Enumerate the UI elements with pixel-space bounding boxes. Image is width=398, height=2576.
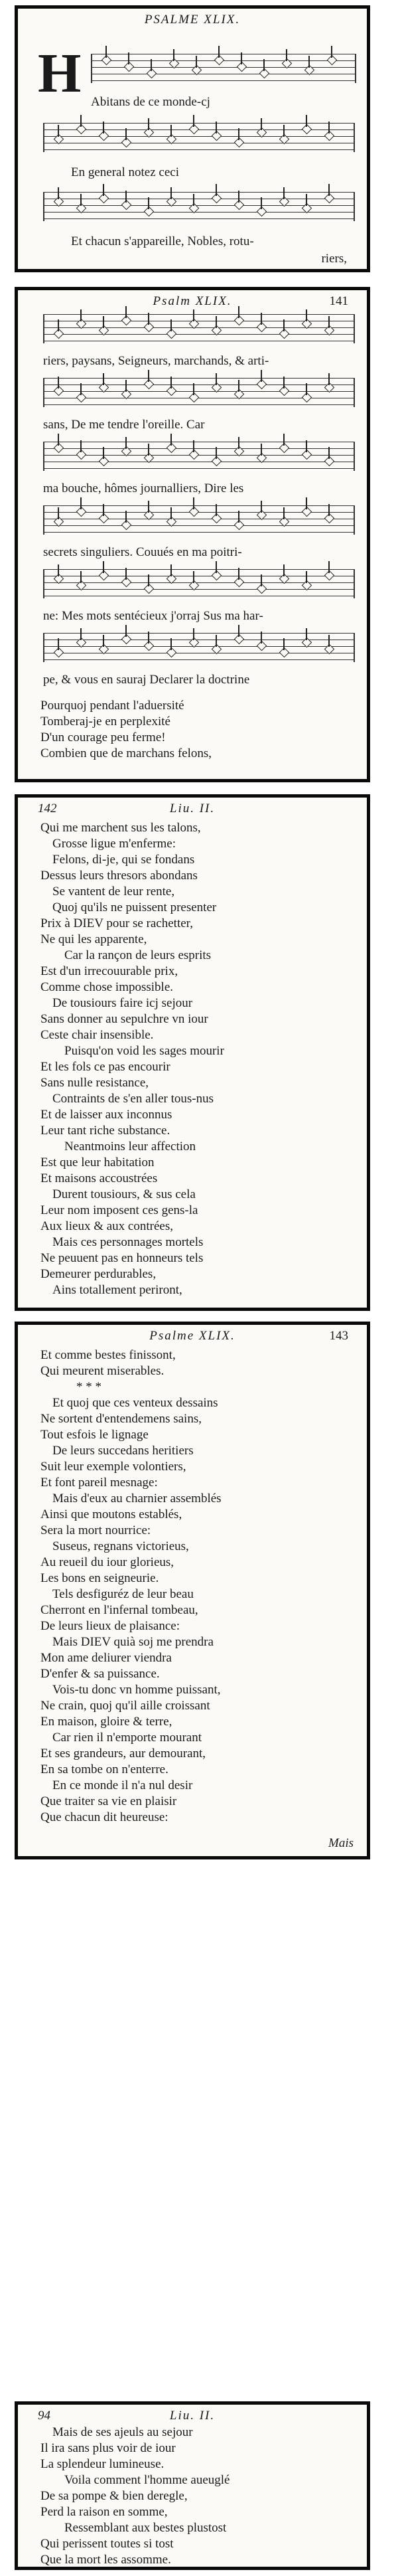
verse-line: Tels desfiguréz de leur beau — [52, 1587, 194, 1601]
music-note — [99, 513, 109, 524]
verse-line: Suit leur exemple volontiers, — [40, 1460, 186, 1474]
music-note — [257, 322, 267, 333]
music-note — [237, 62, 247, 72]
music-note — [124, 62, 135, 72]
music-note — [324, 193, 335, 204]
music-note — [259, 68, 270, 79]
verse-line: En maison, gloire & terre, — [40, 1715, 172, 1729]
music-note — [121, 200, 132, 211]
music-note — [54, 329, 64, 339]
verse-line: Ains totallement periront, — [52, 1283, 182, 1297]
music-note — [257, 207, 267, 217]
music-note — [144, 584, 155, 594]
music-note — [144, 207, 155, 217]
lyric-line: pe, & vous en sauraj Declarer la doctrine — [43, 673, 250, 687]
verse-line: Est d'un irrecouurable prix, — [40, 964, 178, 978]
music-note — [234, 520, 245, 531]
verse-line: Et ses grandeurs, aur demourant, — [40, 1747, 206, 1760]
music-staff — [43, 123, 355, 152]
lyric-line: riers, paysans, Seigneurs, marchands, & arti- — [43, 354, 269, 368]
verse-line: Et maisons accoustrées — [40, 1171, 158, 1185]
music-note — [147, 68, 157, 79]
verse-line: Pourquoj pendant l'aduersité — [40, 699, 184, 713]
music-note — [302, 450, 312, 460]
lyric-line: riers, — [321, 252, 347, 266]
music-note — [189, 124, 200, 135]
music-note — [189, 450, 200, 460]
music-note — [212, 131, 222, 141]
verse-block — [40, 820, 354, 1298]
music-note — [234, 315, 245, 326]
page-1 — [15, 5, 370, 272]
music-note — [166, 443, 177, 454]
verse-block — [40, 1347, 354, 1826]
music-note — [302, 392, 312, 403]
verse-line: Aux lieux & aux contrées, — [40, 1219, 173, 1233]
verse-line: Mais d'eux au charnier assemblés — [52, 1492, 222, 1505]
verse-line: Demeurer perdurables, — [40, 1267, 157, 1281]
music-note — [324, 456, 335, 467]
music-note — [144, 322, 155, 333]
verse-line: En ce monde il n'a nul desir — [52, 1778, 193, 1792]
verse-line: Et comme bestes finissont, — [40, 1348, 176, 1362]
verse-line: Est que leur habitation — [40, 1156, 155, 1169]
verse-line: Se vantent de leur rente, — [52, 885, 175, 899]
music-note — [99, 131, 109, 141]
music-note — [302, 507, 312, 517]
verse-line: Et de laisser aux inconnus — [40, 1108, 172, 1122]
verse-line: D'enfer & sa puissance. — [40, 1667, 160, 1681]
music-note — [212, 456, 222, 467]
verse-line: Ne qui les apparente, — [40, 932, 147, 946]
lyric-line: En general notez ceci — [71, 165, 179, 179]
page-header: Psalme XLIX. — [149, 1329, 235, 1343]
music-note — [212, 570, 222, 581]
lyric-line: Abitans de ce monde-cj — [91, 95, 210, 109]
verse-line: Dessus leurs thresors abondans — [40, 869, 198, 883]
music-note — [324, 513, 335, 524]
music-note — [257, 641, 267, 651]
verse-line: Felons, di-je, qui se fondans — [52, 853, 195, 867]
music-staff — [43, 442, 355, 471]
verse-line: Quoj qu'ils ne puissent presenter — [52, 901, 217, 914]
music-note — [121, 577, 132, 588]
music-note — [121, 137, 132, 148]
verse-line: Il ira sans plus voir de iour — [40, 2441, 176, 2455]
music-note — [121, 634, 132, 645]
verse-line: Les bons en seigneurie. — [40, 1571, 159, 1585]
music-staff — [43, 505, 355, 535]
verse-line: Combien que de marchans felons, — [40, 746, 212, 760]
music-note — [234, 577, 245, 588]
verse-line: Qui perissent toutes si tost — [40, 2537, 174, 2551]
verse-line: Contraints de s'en aller tous-nus — [52, 1092, 214, 1106]
music-note — [121, 520, 132, 531]
verse-line: La splendeur lumineuse. — [40, 2457, 165, 2471]
verse-line: Au reueil du iour glorieus, — [40, 1555, 174, 1569]
music-staff — [43, 192, 355, 221]
verse-line: Car rien il n'emporte mourant — [52, 1731, 202, 1745]
verse-line: Leur nom imposent ces gens-la — [40, 1203, 198, 1217]
verse-separator: * * * — [76, 1380, 101, 1394]
page-2 — [15, 287, 370, 782]
music-note — [189, 392, 200, 403]
music-note — [54, 443, 64, 454]
music-note — [76, 507, 87, 517]
page-number: 94 — [38, 2409, 50, 2423]
music-note — [144, 379, 155, 390]
verse-line: Ressemblant aux bestes plustost — [64, 2521, 227, 2535]
music-note — [99, 193, 109, 204]
music-staff — [43, 378, 355, 407]
music-note — [279, 647, 290, 658]
verse-line: De sa pompe & bien deregle, — [40, 2489, 188, 2503]
verse-line: Prix à DIEV pour se rachetter, — [40, 916, 193, 930]
music-note — [166, 386, 177, 396]
music-note — [99, 570, 109, 581]
verse-line: Perd la raison en somme, — [40, 2505, 168, 2519]
page-header: PSALME XLIX. — [144, 13, 241, 27]
music-note — [166, 647, 177, 658]
verse-line: Mon ame deliurer viendra — [40, 1651, 172, 1665]
page-5 — [15, 2401, 370, 2570]
verse-line: Cherront en l'infernal tombeau, — [40, 1603, 198, 1617]
verse-line: Que la mort les assomme. — [40, 2553, 171, 2567]
music-note — [189, 507, 200, 517]
verse-line: Qui me marchent sus les talons, — [40, 821, 201, 835]
music-staff — [43, 633, 355, 662]
music-note — [76, 392, 87, 403]
music-note — [76, 124, 87, 135]
verse-block — [40, 698, 354, 762]
verse-line: De tousiours faire icj sejour — [52, 996, 193, 1010]
verse-line: Tout esfois le lignage — [40, 1428, 149, 1442]
music-note — [327, 55, 338, 66]
verse-line: Sans donner au sepulchre vn iour — [40, 1012, 208, 1026]
music-note — [234, 634, 245, 645]
page-header: Psalm XLIX. — [153, 294, 232, 308]
verse-line: Ne peuuent pas en honneurs tels — [40, 1251, 204, 1265]
lyric-line: ma bouche, hômes journalliers, Dire les — [43, 481, 244, 495]
verse-line: Vois-tu donc vn homme puissant, — [52, 1683, 221, 1697]
music-note — [234, 200, 245, 211]
verse-line: Durent tousiours, & sus cela — [52, 1187, 196, 1201]
verse-block — [40, 2425, 354, 2568]
music-note — [214, 55, 225, 66]
music-note — [324, 131, 335, 141]
verse-line: Ne crain, quoj qu'il aille croissant — [40, 1699, 210, 1713]
verse-line: Tomberaj-je en perplexité — [40, 715, 170, 729]
verse-line: Ainsi que moutons establés, — [40, 1507, 182, 1521]
music-note — [54, 386, 64, 396]
verse-line: Sera la mort nourrice: — [40, 1523, 151, 1537]
page-number: 143 — [329, 1329, 348, 1343]
verse-line: Que traiter sa vie en plaisir — [40, 1794, 177, 1808]
verse-line: De leurs lieux de plaisance: — [40, 1619, 180, 1633]
music-staff — [43, 569, 355, 598]
lyric-line: Et chacun s'appareille, Nobles, rotu- — [71, 234, 254, 248]
catchword: Mais — [328, 1836, 354, 1850]
verse-line: Et quoj que ces venteux dessains — [52, 1396, 218, 1410]
music-note — [144, 641, 155, 651]
music-note — [212, 193, 222, 204]
lyric-line: sans, De me tendre l'oreille. Car — [43, 418, 205, 432]
verse-line: Et les fols ce pas encourir — [40, 1060, 170, 1074]
verse-line: De leurs succedans heritiers — [52, 1444, 194, 1458]
verse-line: En sa tombe on n'enterre. — [40, 1762, 168, 1776]
verse-line: Puisqu'on void les sages mourir — [64, 1044, 224, 1058]
verse-line: Sans nulle resistance, — [40, 1076, 149, 1090]
music-note — [257, 379, 267, 390]
verse-line: Comme chose impossible. — [40, 980, 174, 994]
page-header: Liu. II. — [169, 2409, 216, 2423]
verse-line: Ne sortent d'entendemens sains, — [40, 1412, 202, 1426]
music-note — [76, 450, 87, 460]
music-note — [99, 456, 109, 467]
music-note — [54, 647, 64, 658]
page-header: Liu. II. — [169, 802, 216, 816]
music-note — [234, 137, 245, 148]
verse-line: Suseus, regnans victorieus, — [52, 1539, 189, 1553]
verse-line: Grosse ligue m'enferme: — [52, 837, 176, 851]
music-note — [279, 443, 290, 454]
verse-line: Leur tant riche substance. — [40, 1124, 170, 1138]
verse-line: Qui meurent miserables. — [40, 1364, 165, 1378]
page-4 — [15, 1322, 370, 1859]
lyric-line: secrets singuliers. Couués en ma poitri- — [43, 545, 242, 559]
verse-line: Neantmoins leur affection — [64, 1140, 196, 1154]
music-note — [279, 386, 290, 396]
verse-line: Que chacun dit heureuse: — [40, 1810, 168, 1824]
music-note — [121, 315, 132, 326]
music-note — [212, 513, 222, 524]
verse-line: Mais de ses ajeuls au sejour — [52, 2425, 193, 2439]
music-note — [257, 584, 267, 594]
verse-line: Voila comment l'homme aueuglé — [64, 2473, 230, 2487]
drop-capital: H — [38, 43, 79, 104]
verse-line: Mais DIEV quià soj me prendra — [52, 1635, 214, 1649]
music-note — [302, 124, 312, 135]
music-staff — [43, 314, 355, 343]
music-note — [279, 329, 290, 339]
music-staff — [91, 54, 356, 83]
page-3 — [15, 794, 370, 1311]
verse-line: Car la rançon de leurs esprits — [64, 948, 212, 962]
page-number: 142 — [38, 802, 57, 816]
page-number: 141 — [329, 294, 348, 308]
music-note — [166, 329, 177, 339]
lyric-line: ne: Mes mots sentécieux j'orraj Sus ma har- — [43, 609, 263, 623]
verse-line: D'un courage peu ferme! — [40, 730, 166, 744]
verse-line: Ceste chair insensible. — [40, 1028, 154, 1042]
verse-line: Et font pareil mesnage: — [40, 1476, 158, 1490]
music-note — [324, 570, 335, 581]
music-note — [101, 55, 112, 66]
verse-line: Mais ces personnages mortels — [52, 1235, 204, 1249]
